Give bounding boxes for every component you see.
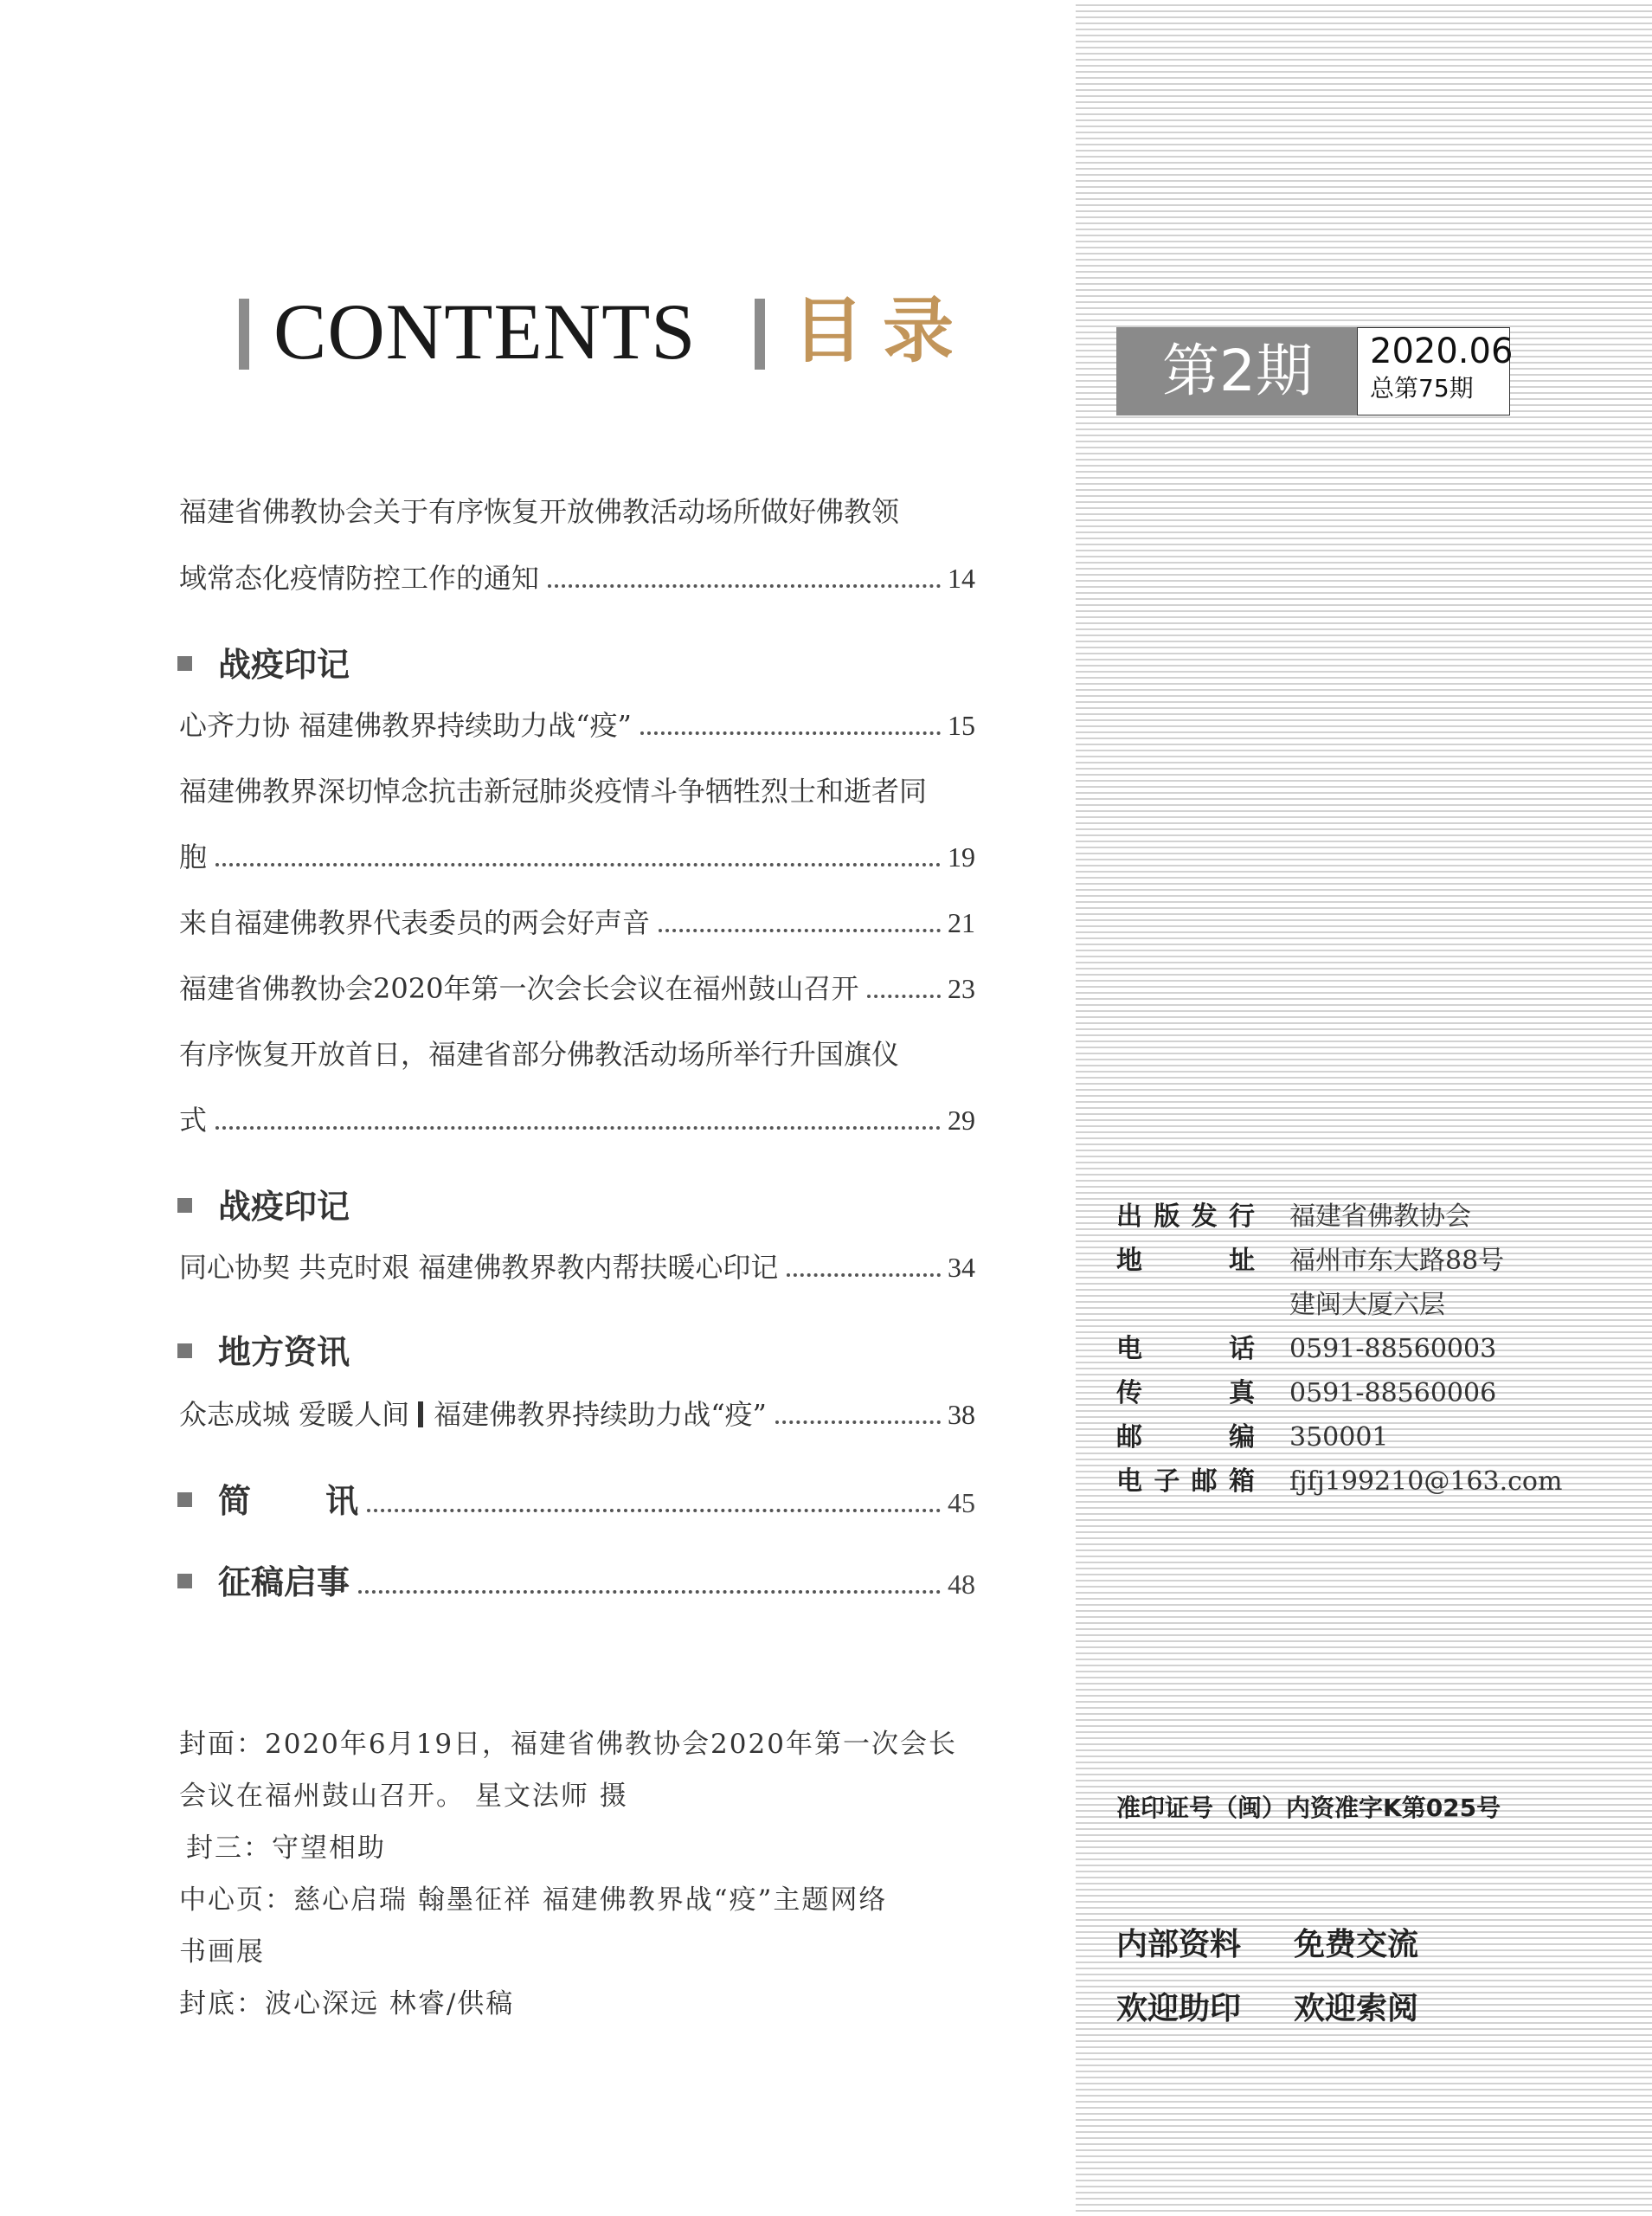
toc-entry[interactable]: 来自福建佛教界代表委员的两会好声音 21 [179,906,975,939]
cover-credit-line1: 封面：2020年6月19日，福建省佛教协会2020年第一次会长 [179,1729,957,1760]
issue-badge [1116,327,1514,416]
square-bullet-icon [177,1492,192,1507]
postcode-row: 邮编 350001 [1116,1422,1389,1453]
cover-credit-line2: 会议在福州鼓山召开。 星文法师 摄 [179,1781,628,1812]
slogan: 欢迎索阅 [1294,1991,1419,2026]
toc-intro-line2[interactable] [179,557,975,599]
address-row: 地址 福州市东大路88号 [1116,1246,1505,1276]
issue-number: 第2期 [1116,327,1359,416]
title-bar-left [239,299,249,370]
toc-page-number: 14 [948,563,975,594]
toc-entry-text: 域常态化疫情防控工作的通知 [179,562,540,595]
section-heading: 战疫印记 [177,1182,350,1231]
fax-row: 传真 0591-88560006 [1116,1378,1497,1408]
issue-date: 2020.06 [1370,332,1514,371]
toc-section-brief-news[interactable]: 简 讯 45 [177,1477,975,1525]
issue-date-box [1357,327,1514,416]
center-page-credit-line1: 中心页：慈心启瑞 翰墨征祥 福建佛教界战“疫”主题网络 [179,1884,888,1916]
square-bullet-icon [177,1198,192,1213]
toc-entry[interactable]: 福建省佛教协会2020年第一次会长会议在福州鼓山召开 23 [179,972,975,1005]
image-credits [179,1718,975,2030]
publisher-info [1116,1195,1601,1504]
toc-entry-line1[interactable]: 福建佛教界深切悼念抗击新冠肺炎疫情斗争牺牲烈士和逝者同 [179,775,928,808]
leader-dots [367,1509,941,1512]
leader-dots [215,1126,941,1130]
leader-dots [659,929,941,932]
toc-entry-line2[interactable]: 胞 19 [179,841,975,873]
toc-entry-line2[interactable]: 式 29 [179,1104,975,1137]
title-english: CONTENTS [273,287,697,376]
square-bullet-icon [177,1343,192,1358]
toc-entry[interactable]: 心齐力协 福建佛教界持续助力战“疫” 15 [179,709,975,742]
toc-entry-line1[interactable]: 有序恢复开放首日，福建省部分佛教活动场所举行升国旗仪 [179,1038,900,1071]
slogan: 内部资料 [1116,1927,1242,1962]
toc-section-call-for-papers[interactable]: 征稿启事 48 [177,1558,975,1607]
email-row: 电子邮箱 fjfj199210@163.com [1116,1466,1563,1497]
inside-back-credit: 封三：守望相助 [186,1833,386,1864]
section-heading: 战疫印记 [177,641,350,689]
center-page-credit-line2: 书画展 [179,1936,265,1968]
leader-dots [548,584,941,588]
phone-row: 电话 0591-88560003 [1116,1334,1497,1364]
leader-dots [215,863,941,866]
section-heading: 征稿启事 [177,1558,350,1607]
section-heading: 地方资讯 [177,1328,350,1376]
title-chinese: 目录 [793,290,974,372]
separator-bar [418,1401,423,1427]
leader-dots [775,1420,941,1424]
slogans [1116,1913,1471,2041]
issue-total: 总第75期 [1370,374,1474,403]
title-bar-middle [755,299,765,370]
back-cover-credit: 封底：波心深远 林睿/供稿 [179,1988,515,2020]
toc-intro-line1[interactable]: 福建省佛教协会关于有序恢复开放佛教活动场所做好佛教领 [179,495,900,528]
leader-dots [867,995,941,998]
publisher-row: 出版发行 福建省佛教协会 [1116,1201,1471,1232]
leader-dots [787,1273,941,1277]
leader-dots [640,731,941,735]
print-permit: 准印证号（闽）内资准字K第025号 [1116,1794,1501,1822]
section-heading: 简 讯 [177,1477,358,1525]
slogan: 欢迎助印 [1116,1991,1242,2026]
toc-entry[interactable]: 同心协契 共克时艰 福建佛教界教内帮扶暖心印记 34 [179,1251,975,1284]
address-row-2: 建闽大厦六层 [1289,1290,1445,1320]
leader-dots [358,1590,941,1594]
slogan: 免费交流 [1294,1927,1419,1962]
square-bullet-icon [177,1574,192,1588]
square-bullet-icon [177,656,192,671]
toc-entry[interactable]: 众志成城 爱暖人间 福建佛教界持续助力战“疫” 38 [179,1398,975,1431]
